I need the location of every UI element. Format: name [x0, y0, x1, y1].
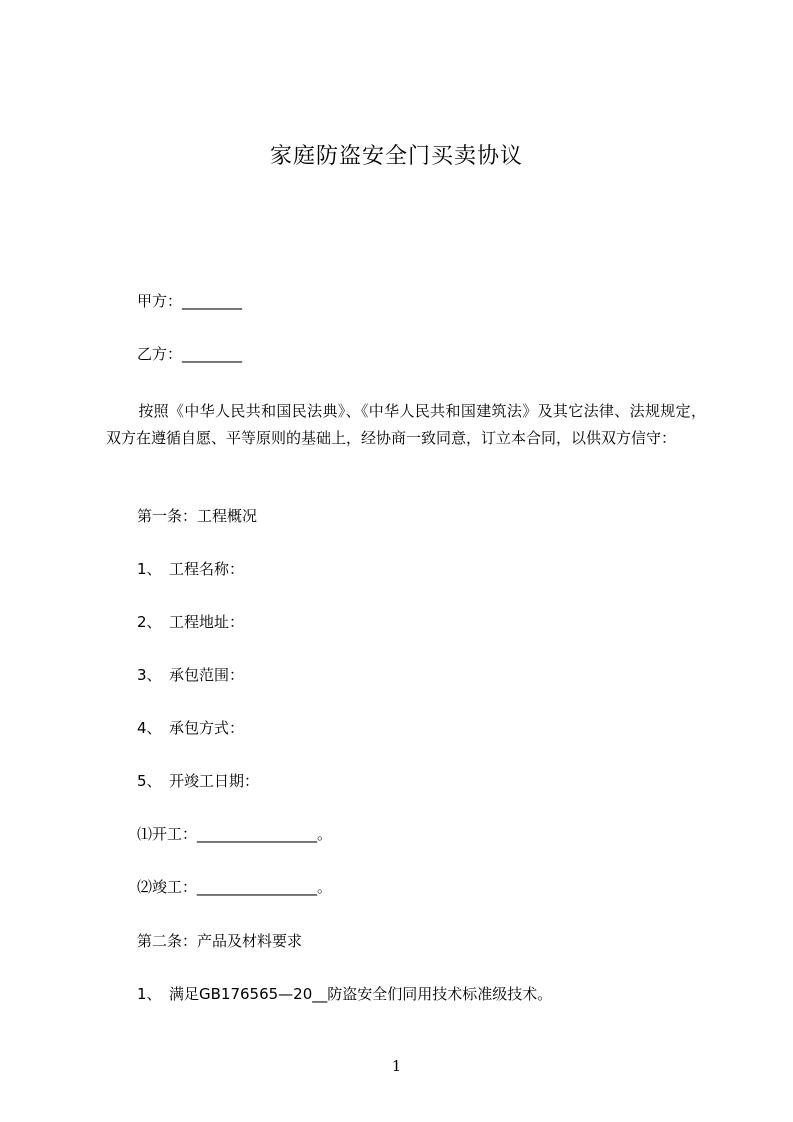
end-date-line: ⑵竣工：________________。: [137, 878, 333, 896]
party-b-line: 乙方：________: [137, 345, 243, 363]
list-item: [137, 984, 552, 1004]
list-item: [137, 612, 244, 632]
document-title: 家庭防盗安全门买卖协议: [269, 144, 523, 169]
list-item-text: 工程名称：: [169, 560, 245, 578]
list-item-number: 3、: [137, 666, 162, 684]
article1-heading: 第一条：工程概况: [137, 507, 258, 525]
list-item-number: 2、: [137, 613, 162, 631]
list-item: [137, 771, 259, 791]
page-number: 1: [391, 1057, 402, 1075]
intro-paragraph: [106, 398, 706, 451]
list-item-text: 开竣工日期：: [169, 772, 260, 790]
intro-text: 按照《中华人民共和国民法典》、《中华人民共和国建筑法》及其它法律、法规规定，双方在遵循自愿、平等原则的基础上，经协商一致同意，订立本合同，以供双方信守：: [106, 402, 706, 447]
list-item-number: 4、: [137, 719, 162, 737]
article2-heading: 第二条：产品及材料要求: [137, 932, 303, 950]
list-item: [137, 718, 244, 738]
list-item: [137, 559, 244, 579]
list-item-text: 承包方式：: [169, 719, 245, 737]
list-item-number: 5、: [137, 772, 162, 790]
list-item-text: 满足GB176565—20__防盗安全们同用技术标准级技术。: [169, 985, 553, 1003]
party-a-line: 甲方：________: [137, 292, 243, 310]
list-item-number: 1、: [137, 985, 162, 1003]
start-date-line: ⑴开工：________________。: [137, 825, 333, 843]
list-item-text: 承包范围：: [169, 666, 245, 684]
list-item-number: 1、: [137, 560, 162, 578]
list-item: [137, 665, 244, 685]
list-item-text: 工程地址：: [169, 613, 245, 631]
